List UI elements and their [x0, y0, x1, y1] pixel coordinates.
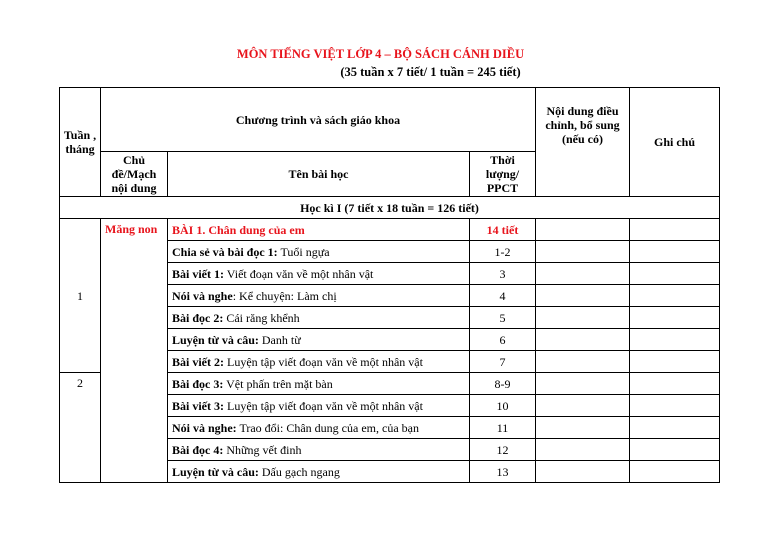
lesson-ppct: 4: [470, 285, 536, 307]
lesson-ppct: 3: [470, 263, 536, 285]
lesson-ppct: 8-9: [470, 373, 536, 395]
topic-cell: Măng non: [101, 219, 168, 483]
header-program: Chương trình và sách giáo khoa: [101, 88, 536, 152]
lesson-ppct: 11: [470, 417, 536, 439]
header-adjustment: Nội dung điều chỉnh, bổ sung (nếu có): [536, 88, 630, 197]
lesson-ppct: 1-2: [470, 241, 536, 263]
unit-duration: 14 tiết: [470, 219, 536, 241]
lesson-ppct: 7: [470, 351, 536, 373]
lesson-name: Bài viết 1: Viết đoạn văn về một nhân vật: [168, 263, 470, 285]
lesson-name: Bài đọc 4: Những vết đinh: [168, 439, 470, 461]
lesson-name: Luyện từ và câu: Danh từ: [168, 329, 470, 351]
document-subtitle: (35 tuần x 7 tiết/ 1 tuần = 245 tiết): [340, 65, 521, 79]
lesson-name: Bài viết 2: Luyện tập viết đoạn văn về một nhân vật: [168, 351, 470, 373]
notes-cell: [630, 219, 720, 241]
unit-title: BÀI 1. Chân dung của em: [168, 219, 470, 241]
header-lesson: Tên bài học: [168, 152, 470, 197]
header-duration: Thời lượng/ PPCT: [470, 152, 536, 197]
lesson-ppct: 6: [470, 329, 536, 351]
lesson-ppct: 10: [470, 395, 536, 417]
lesson-name: Bài đọc 3: Vệt phấn trên mặt bàn: [168, 373, 470, 395]
semester-row: Học kì I (7 tiết x 18 tuần = 126 tiết): [60, 197, 720, 219]
lesson-ppct: 5: [470, 307, 536, 329]
header-week: Tuần , tháng: [60, 88, 101, 197]
lesson-name: Chia sẻ và bài đọc 1: Tuổi ngựa: [168, 241, 470, 263]
lesson-ppct: 13: [470, 461, 536, 483]
header-notes: Ghi chú: [630, 88, 720, 197]
lesson-name: Bài viết 3: Luyện tập viết đoạn văn về một nhân vật: [168, 395, 470, 417]
week-cell-2: 2: [60, 373, 101, 483]
document-title: MÔN TIẾNG VIỆT LỚP 4 – BỘ SÁCH CÁNH DIỀU: [236, 47, 525, 61]
adjustment-cell: [536, 219, 630, 241]
lesson-name: Bài đọc 2: Cái răng khểnh: [168, 307, 470, 329]
lesson-name: Luyện từ và câu: Dấu gạch ngang: [168, 461, 470, 483]
curriculum-table: [59, 87, 720, 483]
lesson-name: Nói và nghe: Kể chuyện: Làm chị: [168, 285, 470, 307]
header-topic: Chủ đề/Mạch nội dung: [101, 152, 168, 197]
week-cell-1: 1: [60, 219, 101, 373]
lesson-name: Nói và nghe: Trao đổi: Chân dung của em, của bạn: [168, 417, 470, 439]
lesson-ppct: 12: [470, 439, 536, 461]
